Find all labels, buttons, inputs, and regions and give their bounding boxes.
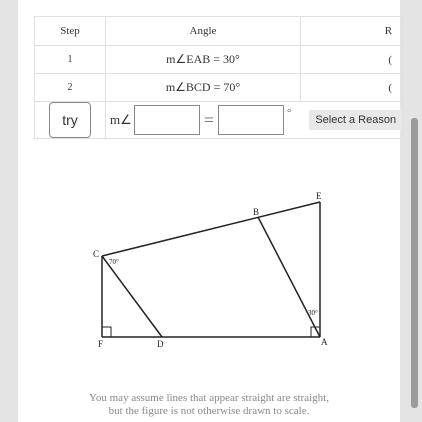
segment-cd xyxy=(102,256,162,337)
figure-note-line: but the figure is not otherwise drawn to scale. xyxy=(108,405,310,417)
label-a: A xyxy=(321,337,328,347)
segment-ba xyxy=(258,217,320,337)
figure-note xyxy=(18,392,400,418)
segment-ce xyxy=(102,202,320,256)
header-angle: Angle xyxy=(106,17,301,46)
angle-label-a: 30° xyxy=(308,309,318,317)
equals-sign: = xyxy=(203,109,214,130)
header-step: Step xyxy=(35,17,106,46)
step-number: 1 xyxy=(35,46,106,74)
angle-statement: m∠EAB = 30° xyxy=(106,46,301,74)
try-button[interactable]: try xyxy=(49,102,91,138)
header-reason: R xyxy=(301,17,403,46)
angle-statement: m∠BCD = 70° xyxy=(106,74,301,102)
angle-prefix: m∠ xyxy=(110,112,132,127)
label-e: E xyxy=(316,191,322,201)
reason-cell: ( xyxy=(301,46,403,74)
label-b: B xyxy=(253,207,260,217)
label-f: F xyxy=(98,339,104,349)
degree-symbol: ° xyxy=(286,107,292,119)
reason-cell: ( xyxy=(301,74,403,102)
right-angle-f xyxy=(102,327,111,337)
angle-label-c: 70° xyxy=(109,258,119,266)
figure-note-line: You may assume lines that appear straight are straight, xyxy=(89,392,329,404)
label-d: D xyxy=(157,339,164,349)
step-number: 2 xyxy=(35,74,106,102)
select-reason-dropdown[interactable]: Select a Reason xyxy=(309,110,402,130)
label-c: C xyxy=(93,249,100,259)
